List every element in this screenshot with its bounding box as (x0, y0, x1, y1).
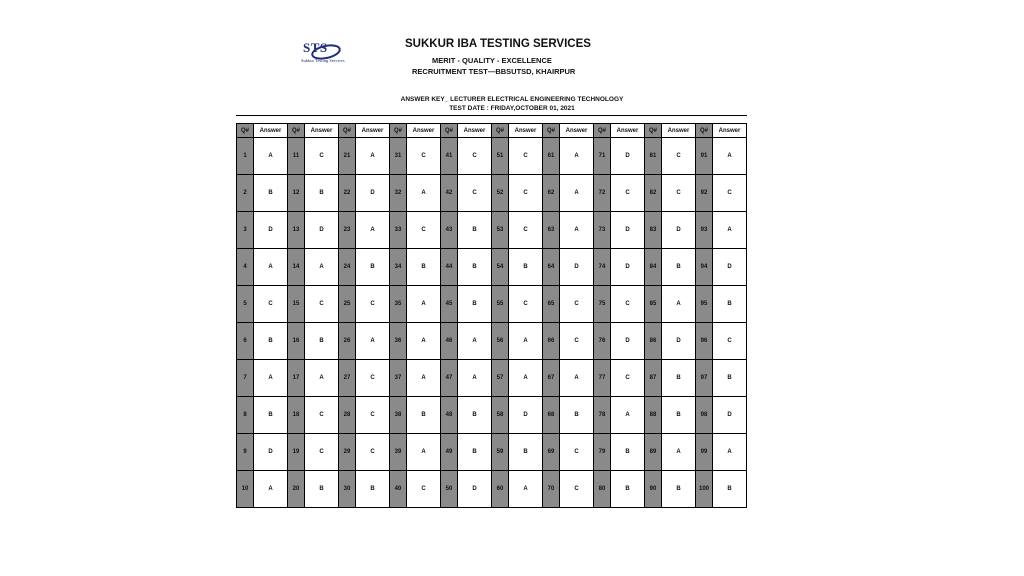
question-number-cell: 80 (594, 471, 611, 508)
question-number-cell: 58 (492, 397, 509, 434)
answer-cell: D (611, 138, 645, 175)
divider (236, 115, 747, 116)
question-number-cell: 88 (645, 397, 662, 434)
answer-cell: B (407, 397, 441, 434)
question-number-header: Q# (339, 124, 356, 138)
question-number-cell: 61 (543, 138, 560, 175)
answer-cell: C (611, 175, 645, 212)
question-number-cell: 63 (543, 212, 560, 249)
question-number-cell: 41 (441, 138, 458, 175)
answer-cell: C (407, 471, 441, 508)
answer-cell: B (458, 397, 492, 434)
answer-cell: C (356, 434, 390, 471)
answer-cell: B (713, 471, 747, 508)
question-number-cell: 45 (441, 286, 458, 323)
answer-cell: A (254, 249, 288, 286)
question-number-cell: 1 (237, 138, 254, 175)
answer-cell: D (356, 175, 390, 212)
answer-cell: C (662, 175, 696, 212)
question-number-cell: 97 (696, 360, 713, 397)
answer-cell: C (305, 286, 339, 323)
question-number-cell: 90 (645, 471, 662, 508)
question-number-cell: 84 (645, 249, 662, 286)
answer-cell: A (509, 360, 543, 397)
question-number-cell: 35 (390, 286, 407, 323)
answer-cell: C (509, 212, 543, 249)
answer-cell: C (509, 175, 543, 212)
question-number-cell: 20 (288, 471, 305, 508)
question-number-header: Q# (594, 124, 611, 138)
answer-cell: C (509, 138, 543, 175)
question-number-cell: 42 (441, 175, 458, 212)
answer-header: Answer (407, 124, 441, 138)
answer-cell: B (662, 360, 696, 397)
answer-cell: A (662, 286, 696, 323)
table-row (237, 397, 747, 434)
answer-cell: C (407, 138, 441, 175)
question-number-cell: 15 (288, 286, 305, 323)
answer-cell: B (356, 471, 390, 508)
answer-header: Answer (356, 124, 390, 138)
question-number-cell: 32 (390, 175, 407, 212)
question-number-cell: 66 (543, 323, 560, 360)
answer-cell: A (407, 323, 441, 360)
answer-cell: A (407, 434, 441, 471)
question-number-cell: 72 (594, 175, 611, 212)
question-number-cell: 23 (339, 212, 356, 249)
question-number-cell: 95 (696, 286, 713, 323)
answer-cell: C (713, 323, 747, 360)
answer-cell: B (713, 360, 747, 397)
answer-cell: A (407, 360, 441, 397)
answer-cell: A (713, 212, 747, 249)
question-number-cell: 19 (288, 434, 305, 471)
answer-cell: B (254, 397, 288, 434)
answer-cell: D (611, 249, 645, 286)
question-number-cell: 96 (696, 323, 713, 360)
answer-cell: D (713, 397, 747, 434)
answer-cell: A (560, 138, 594, 175)
question-number-cell: 18 (288, 397, 305, 434)
question-number-cell: 31 (390, 138, 407, 175)
answer-cell: A (356, 212, 390, 249)
question-number-cell: 52 (492, 175, 509, 212)
answer-cell: A (662, 434, 696, 471)
question-number-cell: 22 (339, 175, 356, 212)
answer-cell: C (560, 471, 594, 508)
question-number-cell: 37 (390, 360, 407, 397)
question-number-cell: 11 (288, 138, 305, 175)
question-number-header: Q# (288, 124, 305, 138)
question-number-cell: 13 (288, 212, 305, 249)
question-number-cell: 86 (645, 323, 662, 360)
question-number-cell: 91 (696, 138, 713, 175)
answer-header: Answer (560, 124, 594, 138)
question-number-cell: 25 (339, 286, 356, 323)
answer-cell: A (560, 212, 594, 249)
answer-cell: C (356, 360, 390, 397)
question-number-cell: 30 (339, 471, 356, 508)
answer-cell: B (662, 471, 696, 508)
question-number-cell: 4 (237, 249, 254, 286)
answer-cell: C (458, 175, 492, 212)
answer-cell: D (305, 212, 339, 249)
question-number-cell: 5 (237, 286, 254, 323)
answer-cell: C (305, 138, 339, 175)
question-number-cell: 92 (696, 175, 713, 212)
question-number-cell: 6 (237, 323, 254, 360)
answer-cell: B (458, 212, 492, 249)
question-number-header: Q# (237, 124, 254, 138)
question-number-cell: 77 (594, 360, 611, 397)
recruitment-test-title: RECRUITMENT TEST—BBSUTSD, KHAIRPUR (412, 67, 576, 76)
question-number-cell: 16 (288, 323, 305, 360)
question-number-cell: 83 (645, 212, 662, 249)
answer-cell: D (662, 323, 696, 360)
question-number-cell: 7 (237, 360, 254, 397)
table-row (237, 323, 747, 360)
answer-cell: A (305, 249, 339, 286)
question-number-cell: 26 (339, 323, 356, 360)
question-number-cell: 82 (645, 175, 662, 212)
answer-cell: A (407, 286, 441, 323)
question-number-cell: 100 (696, 471, 713, 508)
answer-cell: D (254, 434, 288, 471)
answer-cell: B (254, 323, 288, 360)
question-number-cell: 29 (339, 434, 356, 471)
answer-header: Answer (458, 124, 492, 138)
answer-cell: B (713, 286, 747, 323)
table-row (237, 434, 747, 471)
question-number-cell: 28 (339, 397, 356, 434)
question-number-cell: 33 (390, 212, 407, 249)
question-number-cell: 93 (696, 212, 713, 249)
question-number-cell: 48 (441, 397, 458, 434)
question-number-cell: 3 (237, 212, 254, 249)
answer-header: Answer (305, 124, 339, 138)
question-number-cell: 43 (441, 212, 458, 249)
table-row (237, 249, 747, 286)
answer-cell: B (458, 286, 492, 323)
question-number-cell: 87 (645, 360, 662, 397)
question-number-cell: 57 (492, 360, 509, 397)
question-number-cell: 73 (594, 212, 611, 249)
answer-cell: A (560, 175, 594, 212)
question-number-cell: 76 (594, 323, 611, 360)
question-number-cell: 38 (390, 397, 407, 434)
table-row (237, 471, 747, 508)
answer-cell: C (560, 286, 594, 323)
question-number-cell: 99 (696, 434, 713, 471)
answer-header: Answer (662, 124, 696, 138)
answer-cell: B (611, 434, 645, 471)
question-number-cell: 54 (492, 249, 509, 286)
question-number-header: Q# (390, 124, 407, 138)
answer-cell: A (254, 138, 288, 175)
question-number-cell: 14 (288, 249, 305, 286)
answer-header: Answer (713, 124, 747, 138)
answer-cell: D (611, 323, 645, 360)
table-row (237, 138, 747, 175)
answer-cell: B (560, 397, 594, 434)
question-number-cell: 51 (492, 138, 509, 175)
question-number-cell: 10 (237, 471, 254, 508)
answer-header: Answer (509, 124, 543, 138)
question-number-header: Q# (696, 124, 713, 138)
question-number-cell: 56 (492, 323, 509, 360)
answer-cell: C (407, 212, 441, 249)
answer-cell: B (662, 249, 696, 286)
answer-cell: D (254, 212, 288, 249)
answer-cell: B (662, 397, 696, 434)
answer-cell: B (407, 249, 441, 286)
question-number-cell: 81 (645, 138, 662, 175)
answer-cell: C (254, 286, 288, 323)
logo-text: STS (303, 40, 328, 55)
table-row (237, 212, 747, 249)
answer-cell: C (305, 434, 339, 471)
answer-cell: A (305, 360, 339, 397)
question-number-cell: 55 (492, 286, 509, 323)
answer-cell: B (356, 249, 390, 286)
question-number-cell: 79 (594, 434, 611, 471)
answer-cell: B (254, 175, 288, 212)
table-header-row (237, 124, 747, 138)
question-number-cell: 59 (492, 434, 509, 471)
answer-cell: C (305, 397, 339, 434)
question-number-cell: 36 (390, 323, 407, 360)
answer-cell: B (509, 249, 543, 286)
answer-cell: C (509, 286, 543, 323)
question-number-header: Q# (492, 124, 509, 138)
answer-header: Answer (254, 124, 288, 138)
question-number-cell: 12 (288, 175, 305, 212)
answer-cell: C (458, 138, 492, 175)
motto: MERIT - QUALITY - EXCELLENCE (432, 56, 552, 65)
question-number-cell: 39 (390, 434, 407, 471)
answer-cell: D (509, 397, 543, 434)
table-row (237, 286, 747, 323)
question-number-cell: 89 (645, 434, 662, 471)
test-date: TEST DATE : FRIDAY,OCTOBER 01, 2021 (449, 105, 575, 112)
answer-cell: B (305, 471, 339, 508)
answer-cell: B (458, 249, 492, 286)
answer-cell: D (560, 249, 594, 286)
answer-key-table (236, 123, 747, 508)
question-number-cell: 53 (492, 212, 509, 249)
answer-cell: A (356, 323, 390, 360)
question-number-cell: 2 (237, 175, 254, 212)
question-number-cell: 49 (441, 434, 458, 471)
question-number-cell: 78 (594, 397, 611, 434)
question-number-cell: 94 (696, 249, 713, 286)
answer-key-title: ANSWER KEY_ LECTURER ELECTRICAL ENGINEERING TECHNOLOGY (400, 96, 624, 103)
question-number-cell: 71 (594, 138, 611, 175)
answer-cell: B (509, 434, 543, 471)
answer-cell: A (713, 434, 747, 471)
answer-cell: A (458, 323, 492, 360)
answer-cell: A (509, 323, 543, 360)
answer-cell: A (509, 471, 543, 508)
question-number-cell: 21 (339, 138, 356, 175)
question-number-cell: 60 (492, 471, 509, 508)
answer-cell: A (611, 397, 645, 434)
question-number-cell: 64 (543, 249, 560, 286)
question-number-cell: 34 (390, 249, 407, 286)
question-number-cell: 65 (543, 286, 560, 323)
question-number-cell: 70 (543, 471, 560, 508)
table-row (237, 175, 747, 212)
answer-cell: A (560, 360, 594, 397)
question-number-cell: 9 (237, 434, 254, 471)
question-number-header: Q# (645, 124, 662, 138)
answer-cell: A (407, 175, 441, 212)
table-row (237, 360, 747, 397)
question-number-cell: 50 (441, 471, 458, 508)
answer-cell: C (611, 286, 645, 323)
question-number-cell: 62 (543, 175, 560, 212)
answer-cell: D (458, 471, 492, 508)
answer-cell: A (458, 360, 492, 397)
question-number-cell: 85 (645, 286, 662, 323)
logo-subtitle: Sukkur Testing Services (301, 58, 345, 63)
question-number-cell: 98 (696, 397, 713, 434)
answer-cell: C (560, 434, 594, 471)
answer-cell: A (254, 360, 288, 397)
question-number-header: Q# (543, 124, 560, 138)
question-number-cell: 74 (594, 249, 611, 286)
question-number-cell: 68 (543, 397, 560, 434)
question-number-cell: 67 (543, 360, 560, 397)
question-number-cell: 44 (441, 249, 458, 286)
question-number-cell: 27 (339, 360, 356, 397)
answer-cell: C (560, 323, 594, 360)
answer-cell: B (458, 434, 492, 471)
question-number-cell: 47 (441, 360, 458, 397)
question-number-cell: 69 (543, 434, 560, 471)
answer-cell: D (713, 249, 747, 286)
answer-header: Answer (611, 124, 645, 138)
answer-cell: A (713, 138, 747, 175)
answer-cell: B (305, 175, 339, 212)
organization-title: SUKKUR IBA TESTING SERVICES (405, 38, 591, 50)
answer-cell: B (611, 471, 645, 508)
answer-cell: D (662, 212, 696, 249)
answer-cell: A (356, 138, 390, 175)
question-number-cell: 40 (390, 471, 407, 508)
question-number-header: Q# (441, 124, 458, 138)
question-number-cell: 46 (441, 323, 458, 360)
answer-cell: C (611, 360, 645, 397)
question-number-cell: 24 (339, 249, 356, 286)
question-number-cell: 17 (288, 360, 305, 397)
answer-cell: C (356, 286, 390, 323)
question-number-cell: 75 (594, 286, 611, 323)
question-number-cell: 8 (237, 397, 254, 434)
answer-cell: C (713, 175, 747, 212)
answer-cell: C (662, 138, 696, 175)
answer-cell: C (356, 397, 390, 434)
answer-cell: D (611, 212, 645, 249)
answer-cell: B (305, 323, 339, 360)
answer-cell: A (254, 471, 288, 508)
